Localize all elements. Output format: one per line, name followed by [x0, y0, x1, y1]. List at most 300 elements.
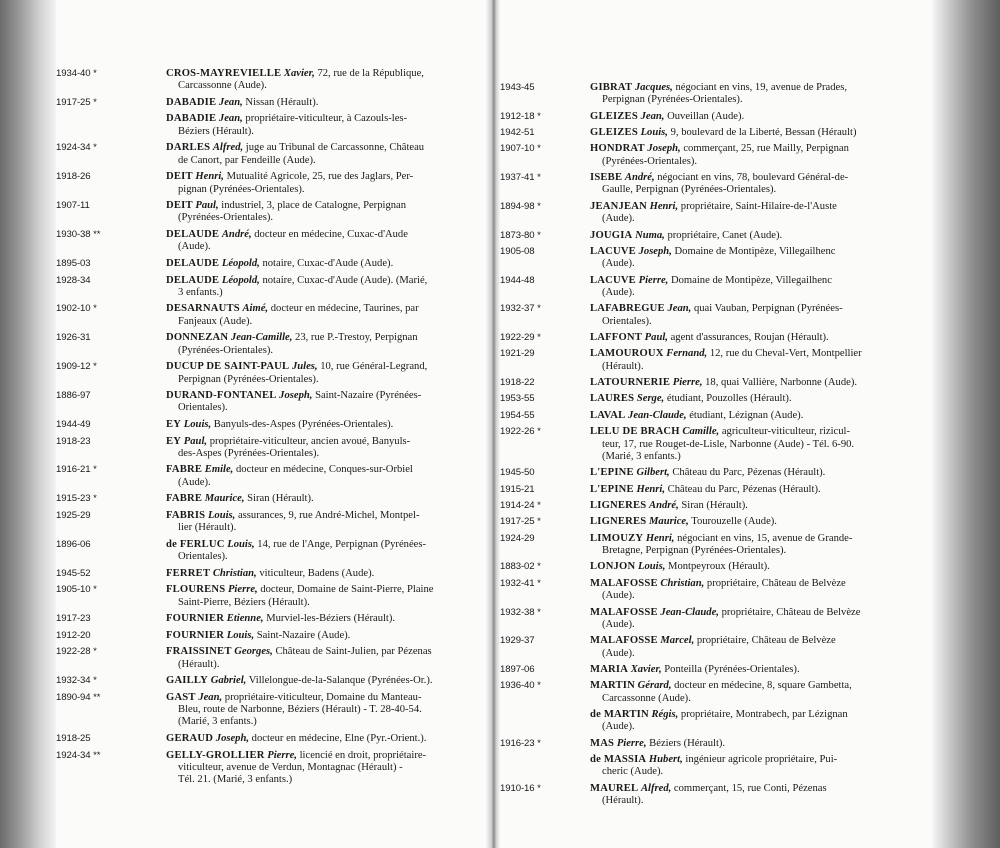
entry-years: 1902-10 *	[56, 303, 97, 315]
entry-details-continued: de Canort, par Fendeille (Aude).	[178, 154, 316, 166]
entry-years: 1916-23 *	[500, 737, 541, 749]
entry-years: 1905-08	[500, 245, 535, 257]
directory-entry	[500, 377, 932, 389]
entry-details: 10, rue Général-Legrand,	[317, 361, 428, 373]
entry-surname: de FERLUC	[166, 538, 225, 550]
right-page	[500, 0, 932, 848]
entry-years: 1873-80 *	[500, 229, 541, 241]
entry-surname: FOURNIER	[166, 629, 225, 641]
entry-first-name: Pierre,	[638, 274, 669, 286]
entry-first-name: Numa,	[635, 229, 665, 241]
entry-first-name: Etienne,	[226, 613, 264, 625]
entry-details: commerçant, 15, rue Conti, Pézenas	[671, 782, 827, 794]
entry-first-name: Pierre,	[672, 377, 703, 389]
entry-years: 1924-34 **	[56, 749, 101, 761]
entry-years: 1944-49	[56, 418, 91, 430]
entry-details: Château du Parc, Pézenas (Hérault).	[665, 483, 821, 495]
entry-body	[590, 500, 932, 512]
directory-entry	[56, 361, 486, 386]
entry-years: 1943-45	[500, 82, 535, 93]
entry-years: 1914-24 *	[500, 500, 541, 511]
directory-entry	[500, 680, 932, 705]
entry-surname: de MARTIN	[590, 709, 649, 720]
directory-entry	[56, 200, 486, 225]
entry-body	[166, 142, 486, 167]
directory-entry	[56, 68, 486, 93]
entry-details: Banyuls-des-Aspes (Pyrénées-Orientales).	[211, 418, 394, 430]
entry-first-name: Henri,	[649, 200, 679, 212]
entry-first-name: André,	[221, 229, 252, 241]
entry-details: Domaine de Montipèze, Villegailhenc	[668, 274, 832, 286]
entry-years: 1886-97	[56, 390, 91, 402]
entry-details: propriétaire-viticulteur, à Cazouls-les-	[242, 113, 408, 125]
directory-entry	[56, 229, 486, 254]
entry-years: 1907-10 *	[500, 143, 541, 155]
entry-surname: MALAFOSSE	[590, 606, 658, 618]
entry-details: Béziers (Hérault).	[646, 737, 726, 749]
entry-first-name: Jules,	[291, 361, 318, 373]
entry-body	[590, 754, 932, 779]
entry-surname: LIMOUZY	[590, 532, 644, 544]
entry-years: 1918-23	[56, 435, 91, 447]
entry-body	[590, 516, 932, 528]
entry-details: licencié en droit, propriétaire-	[296, 749, 427, 761]
entry-details-continued: Bleu, route de Narbonne, Béziers (Hérault) - T. 28-40-54.	[178, 704, 422, 716]
entry-details-continued: (Aude).	[602, 213, 635, 225]
entry-first-name: Pierre,	[267, 749, 297, 761]
entry-first-name: Emile,	[204, 464, 234, 476]
entry-body	[590, 82, 932, 107]
entry-details-continued: (Hérault).	[178, 658, 220, 670]
entry-body	[166, 68, 486, 93]
entry-details-continued: Orientales).	[178, 551, 228, 563]
entry-body	[590, 561, 932, 573]
entry-body	[166, 675, 486, 687]
entry-years: 1924-34 *	[56, 142, 97, 154]
entry-years: 1897-06	[500, 663, 535, 675]
entry-body	[590, 709, 932, 734]
entry-details: étudiant, Pouzolles (Hérault).	[664, 393, 792, 405]
entry-body	[590, 410, 932, 422]
entry-details-continued: Saint-Pierre, Béziers (Hérault).	[178, 596, 310, 608]
entry-details-continued: (Aude).	[602, 721, 635, 733]
entry-years: 1937-41 *	[500, 172, 541, 184]
entry-surname: EY	[166, 435, 182, 447]
entry-surname: GLEIZES	[590, 110, 638, 122]
entry-first-name: Jean-Claude,	[628, 409, 687, 421]
entry-years: 1953-55	[500, 393, 535, 405]
directory-entry	[56, 539, 486, 564]
entry-surname: FABRE	[166, 493, 203, 505]
entry-years: 1930-38 **	[56, 229, 101, 241]
entry-details: 14, rue de l'Ange, Perpignan (Pyrénées-	[254, 538, 426, 550]
entry-years: 1918-22	[500, 377, 535, 389]
entry-first-name: Xavier,	[283, 68, 315, 79]
entry-years: 1954-55	[500, 409, 535, 421]
directory-entry	[500, 246, 932, 271]
entry-first-name: Camille,	[682, 426, 720, 438]
entry-details: Murviel-les-Béziers (Hérault).	[263, 613, 396, 625]
entry-years: 1944-48	[500, 274, 535, 286]
entry-surname: DEIT	[166, 171, 193, 183]
entry-years: 1895-03	[56, 257, 91, 269]
entry-years: 1910-16 *	[500, 782, 541, 794]
entry-body	[166, 229, 486, 254]
entry-body	[590, 578, 932, 603]
entry-years: 1945-50	[500, 467, 535, 479]
entry-details: propriétaire-viticulteur, Domaine du Manteau-	[222, 691, 422, 703]
directory-entry	[56, 332, 486, 357]
entry-first-name: Maurice,	[204, 493, 245, 505]
entry-details-continued: Gaulle, Perpignan (Pyrénées-Orientales).	[602, 184, 777, 196]
entry-details: Mutualité Agricole, 25, rue des Jaglars, Per-	[223, 171, 414, 183]
entry-body	[590, 393, 932, 405]
entry-details: propriétaire, Château de Belvèze	[704, 577, 846, 589]
entry-surname: L'EPINE	[590, 483, 634, 495]
entry-details: agriculteur-viticulteur, rizicul-	[719, 426, 851, 438]
entry-details: docteur en médecine, Conques-sur-Orbiel	[233, 464, 413, 476]
entry-first-name: Xavier,	[630, 663, 662, 675]
entry-first-name: Louis,	[227, 538, 255, 550]
entry-body	[590, 484, 932, 496]
entry-surname: JOUGIA	[590, 229, 633, 241]
entry-first-name: Henri,	[645, 532, 675, 544]
entry-surname: DELAUDE	[166, 229, 220, 241]
directory-entry	[56, 142, 486, 167]
entry-body	[590, 467, 932, 479]
entry-details-continued: (Aude).	[602, 647, 635, 659]
directory-entry	[500, 410, 932, 422]
entry-surname: CROS-MAYREVIELLE	[166, 68, 282, 79]
entry-first-name: Paul,	[644, 331, 668, 343]
entry-first-name: Léopold,	[221, 257, 260, 269]
entry-surname: GAST	[166, 691, 196, 703]
entry-details: négociant en vins, 19, avenue de Prades,	[672, 82, 847, 93]
entry-details-continued: Carcassonne (Aude).	[178, 80, 267, 92]
entry-body	[166, 630, 486, 642]
entry-details: négociant en vins, 78, boulevard Général-de-	[654, 172, 849, 184]
entry-first-name: Jean-Camille,	[230, 332, 293, 344]
entry-first-name: André,	[649, 500, 679, 511]
entry-details: propriétaire, Canet (Aude).	[664, 229, 783, 241]
directory-entry	[500, 332, 932, 344]
entry-years: 1925-29	[56, 509, 91, 521]
entry-body	[590, 533, 932, 558]
directory-entry	[500, 533, 932, 558]
directory-entry	[500, 172, 932, 197]
entry-details-continued: Tél. 21. (Marié, 3 enfants.)	[178, 774, 293, 786]
entry-years: 1916-21 *	[56, 464, 97, 476]
entry-first-name: Alfred,	[212, 142, 244, 154]
entry-surname: FOURNIER	[166, 613, 225, 625]
directory-entry	[500, 754, 932, 779]
entry-years: 1922-28 *	[56, 646, 97, 658]
entry-body	[590, 783, 932, 808]
entry-first-name: Jean,	[640, 110, 665, 122]
entry-details: Villelongue-de-la-Salanque (Pyrénées-Or.).	[246, 675, 433, 687]
directory-entry	[56, 171, 486, 196]
entry-body	[166, 113, 486, 138]
entry-details: agent d'assurances, Roujan (Hérault).	[667, 331, 829, 343]
entry-details: docteur en médecine, 8, square Gambetta,	[671, 680, 852, 692]
entry-details: propriétaire, Montrabech, par Lézignan	[678, 709, 848, 720]
entry-surname: DELAUDE	[166, 257, 220, 269]
entry-body	[166, 646, 486, 671]
entry-details-continued: (Aude).	[178, 241, 211, 253]
entry-surname: de MASSIA	[590, 754, 647, 766]
entry-first-name: Hubert,	[648, 754, 683, 766]
entry-surname: FERRET	[166, 567, 211, 579]
directory-entry	[56, 613, 486, 625]
entry-first-name: André,	[624, 172, 655, 184]
entry-surname: LACUVE	[590, 245, 636, 257]
directory-entry	[56, 630, 486, 642]
entry-years: 1932-37 *	[500, 303, 541, 315]
entry-surname: FABRE	[166, 464, 203, 476]
entry-details-continued: (Pyrénées-Orientales).	[602, 155, 698, 167]
entry-first-name: Louis,	[640, 127, 668, 139]
entry-surname: LONJON	[590, 561, 636, 573]
entry-first-name: Paul,	[183, 435, 208, 447]
entry-first-name: Léopold,	[221, 274, 260, 286]
directory-entry	[56, 750, 486, 787]
entry-years: 1915-23 *	[56, 493, 97, 505]
entry-surname: GAILLY	[166, 675, 209, 687]
entry-body	[590, 607, 932, 632]
entry-details-continued: Bretagne, Perpignan (Pyrénées-Orientales).	[602, 545, 787, 557]
entry-body	[590, 680, 932, 705]
entry-body	[166, 493, 486, 505]
entry-surname: LACUVE	[590, 274, 636, 286]
entry-years: 1942-51	[500, 127, 535, 139]
directory-entry	[500, 127, 932, 139]
entry-surname: ISEBE	[590, 172, 623, 184]
entry-first-name: Louis,	[207, 509, 236, 521]
entry-first-name: Joseph,	[215, 733, 250, 745]
directory-entry	[56, 275, 486, 300]
directory-entry	[56, 675, 486, 687]
directory-entry	[500, 635, 932, 660]
directory-entry	[500, 738, 932, 750]
entry-surname: FLOURENS	[166, 584, 226, 596]
entry-details: Domaine de Montipèze, Villegailhenc	[671, 245, 836, 257]
entry-first-name: Gilbert,	[636, 467, 670, 479]
entry-body	[166, 97, 486, 109]
entry-body	[166, 750, 486, 787]
entry-body	[590, 332, 932, 344]
entry-surname: GIBRAT	[590, 82, 633, 93]
entry-body	[166, 361, 486, 386]
entry-details: 23, rue P.-Trestoy, Perpignan	[292, 332, 418, 344]
directory-entry	[500, 201, 932, 226]
entry-first-name: Marcel,	[660, 635, 695, 647]
directory-entry	[500, 484, 932, 496]
entry-surname: FRAISSINET	[166, 646, 232, 658]
entry-details-continued: des-Aspes (Pyrénées-Orientales).	[178, 447, 320, 459]
entry-body	[166, 275, 486, 300]
entry-details: notaire, Cuxac-d'Aude (Aude). (Marié,	[259, 274, 428, 286]
right-entry-list	[500, 82, 932, 811]
entry-details: docteur en médecine, Cuxac-d'Aude	[251, 229, 408, 241]
entry-details: notaire, Cuxac-d'Aude (Aude).	[259, 257, 394, 269]
entry-surname: DARLES	[166, 142, 211, 154]
entry-details: 72, rue de la République,	[314, 68, 424, 79]
entry-first-name: Serge,	[636, 393, 665, 405]
entry-details: propriétaire, Château de Belvèze	[694, 635, 836, 647]
entry-years: 1917-25 *	[56, 96, 97, 108]
entry-surname: DEIT	[166, 200, 193, 212]
entry-surname: LAMOUROUX	[590, 348, 664, 360]
entry-body	[166, 200, 486, 225]
entry-surname: GERAUD	[166, 733, 214, 745]
entry-surname: GLEIZES	[590, 127, 638, 139]
entry-body	[590, 377, 932, 389]
entry-surname: MAUREL	[590, 782, 639, 794]
entry-details-continued: (Hérault).	[602, 795, 644, 807]
entry-first-name: Gérard,	[637, 680, 672, 692]
entry-surname: MALAFOSSE	[590, 635, 658, 647]
entry-details: Siran (Hérault).	[678, 500, 748, 511]
entry-body	[166, 510, 486, 535]
entry-surname: LAFABREGUE	[590, 303, 665, 315]
entry-years: 1912-20	[56, 629, 91, 641]
entry-details: propriétaire, Château de Belvèze	[718, 606, 861, 618]
entry-body	[166, 419, 486, 431]
entry-details: Ponteilla (Pyrénées-Orientales).	[661, 663, 800, 675]
entry-first-name: Jacques,	[634, 82, 673, 93]
entry-details: propriétaire-viticulteur, ancien avoué, Banyuls-	[207, 435, 411, 447]
entry-first-name: Louis,	[638, 561, 666, 573]
directory-entry	[56, 493, 486, 505]
entry-surname: DUCUP DE SAINT-PAUL	[166, 361, 290, 373]
directory-entry	[56, 390, 486, 415]
entry-body	[166, 692, 486, 729]
entry-surname: MALAFOSSE	[590, 577, 658, 589]
directory-entry	[500, 230, 932, 242]
entry-body	[590, 230, 932, 242]
directory-entry	[500, 393, 932, 405]
entry-details: juge au Tribunal de Carcassonne, Château	[243, 142, 425, 154]
entry-years: 1932-41 *	[500, 577, 541, 589]
entry-body	[166, 303, 486, 328]
entry-details: Tourouzelle (Aude).	[688, 516, 777, 528]
entry-years: 1924-29	[500, 532, 535, 544]
entry-body	[166, 733, 486, 745]
directory-entry	[56, 303, 486, 328]
directory-entry	[500, 426, 932, 463]
entry-details: docteur, Domaine de Saint-Pierre, Plaine	[257, 584, 434, 596]
entry-years: 1934-40 *	[56, 68, 97, 79]
directory-entry	[56, 419, 486, 431]
entry-years: 1945-52	[56, 567, 91, 579]
entry-details-continued: lier (Hérault).	[178, 522, 237, 534]
entry-years: 1912-18 *	[500, 110, 541, 122]
entry-years: 1907-11	[56, 200, 90, 212]
entry-first-name: Joseph,	[638, 245, 672, 257]
entry-body	[590, 426, 932, 463]
directory-entry	[56, 646, 486, 671]
entry-details-continued: teur, 17, rue Rouget-de-Lisle, Narbonne (Aude) - Tél. 6-90.	[602, 438, 855, 450]
entry-body	[590, 172, 932, 197]
entry-details-continued: (Aude).	[178, 476, 211, 488]
entry-body	[166, 171, 486, 196]
entry-years: 1926-31	[56, 332, 91, 344]
entry-details-continued: (Hérault).	[602, 360, 644, 372]
entry-surname: LATOURNERIE	[590, 377, 671, 389]
directory-entry	[56, 258, 486, 270]
entry-details-continued: (Aude).	[602, 590, 635, 602]
entry-first-name: Louis,	[183, 418, 212, 430]
entry-years: 1936-40 *	[500, 680, 541, 692]
entry-surname: DELAUDE	[166, 274, 220, 286]
entry-first-name: Joseph,	[647, 143, 681, 155]
left-page	[56, 0, 486, 848]
entry-body	[590, 738, 932, 750]
entry-surname: MAS	[590, 737, 615, 749]
entry-details-continued: cheric (Aude).	[602, 766, 664, 778]
entry-details-continued: viticulteur, avenue de Verdun, Montagnac (Hérault) -	[178, 761, 403, 773]
entry-years: 1894-98 *	[500, 200, 541, 212]
entry-years: 1932-34 *	[56, 675, 97, 687]
entry-details: ingénieur agricole propriétaire, Pui-	[682, 754, 838, 766]
entry-first-name: Georges,	[234, 646, 273, 658]
directory-entry	[56, 113, 486, 138]
entry-body	[590, 127, 932, 139]
entry-body	[166, 390, 486, 415]
entry-body	[590, 664, 932, 676]
entry-details-continued: (Pyrénées-Orientales).	[178, 212, 274, 224]
directory-entry	[56, 97, 486, 109]
entry-years: 1905-10 *	[56, 584, 97, 596]
entry-body	[590, 635, 932, 660]
entry-surname: LIGNERES	[590, 516, 647, 528]
entry-details-continued: (Aude).	[602, 286, 635, 298]
entry-details: Château de Saint-Julien, par Pézenas	[272, 646, 432, 658]
entry-surname: LELU DE BRACH	[590, 426, 680, 438]
entry-details-continued: (Aude).	[602, 618, 635, 630]
entry-first-name: Jean,	[667, 303, 692, 315]
entry-details-continued: 3 enfants.)	[178, 286, 223, 298]
entry-body	[590, 143, 932, 168]
directory-entry	[500, 303, 932, 328]
directory-entry	[56, 584, 486, 609]
entry-details-continued: Perpignan (Pyrénées-Orientales).	[178, 373, 319, 385]
entry-body	[166, 568, 486, 580]
directory-entry	[500, 561, 932, 573]
entry-years: 1918-25	[56, 733, 91, 745]
entry-body	[166, 613, 486, 625]
entry-surname: DABADIE	[166, 96, 217, 108]
entry-details-continued: Perpignan (Pyrénées-Orientales).	[602, 94, 743, 106]
entry-first-name: Aimé,	[242, 303, 269, 315]
directory-entry	[500, 111, 932, 123]
directory-entry	[500, 709, 932, 734]
entry-details-continued: Orientales).	[178, 402, 228, 414]
entry-surname: EY	[166, 418, 182, 430]
entry-first-name: Fernand,	[666, 348, 708, 360]
entry-years: 1915-21	[500, 483, 535, 495]
directory-entry	[500, 143, 932, 168]
entry-surname: MARTIN	[590, 680, 635, 692]
entry-first-name: Jean,	[198, 691, 223, 703]
entry-surname: MARIA	[590, 663, 629, 675]
entry-details: viticulteur, Badens (Aude).	[256, 567, 375, 579]
entry-details: 12, rue du Cheval-Vert, Montpellier	[707, 348, 862, 360]
directory-entry	[500, 348, 932, 373]
entry-surname: JEANJEAN	[590, 200, 647, 212]
directory-entry	[500, 82, 932, 107]
directory-entry	[500, 664, 932, 676]
